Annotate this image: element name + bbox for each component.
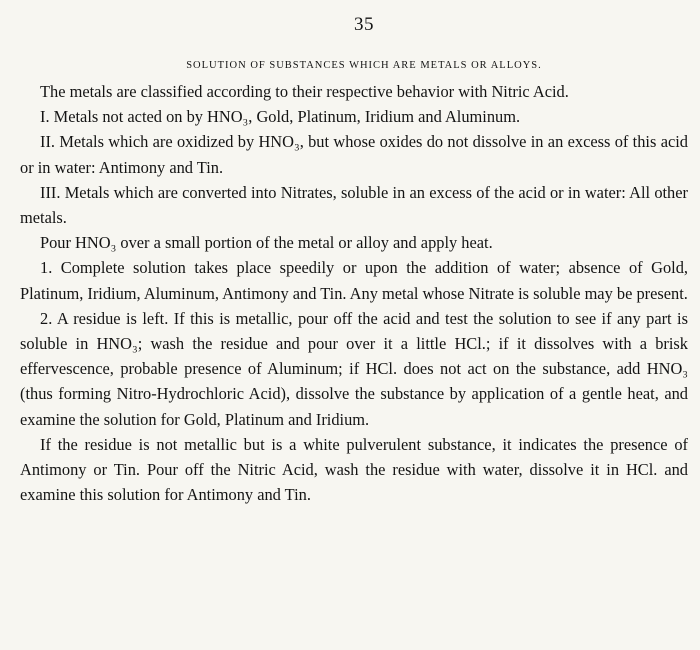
paragraph-case-1: 1. Complete solution takes place speedily or upon the addition of water; absence of Gold, Platinum, Iridium, Aluminum, Antimony and Tin. Any metal whose Nitrate is soluble may be present. [20, 258, 688, 303]
page-number: 35 [354, 14, 374, 35]
paragraph-intro: The metals are classified according to their respective behavior with Nitric Acid. [40, 82, 569, 101]
section-heading: SOLUTION OF SUBSTANCES WHICH ARE METALS OR ALLOYS. [186, 60, 542, 71]
paragraph-class-iii: III. Metals which are converted into Nitrates, soluble in an excess of the acid or in water: All other metals. [20, 182, 688, 228]
paragraph-case-2: 2. A residue is left. If this is metallic, pour off the acid and test the solution to see if any part is soluble in HNO₃; wash the residue and pour over it a little HCl.; if it dissolves with a brisk effervescence, probable presence of Aluminum; if HCl. does not act on the substance, add HNO₃ (thus forming Nitro-Hydrochloric Acid), dissolve the substance by application of a gentle heat, and examine the solution for Gold, Platinum and Iridium. [20, 308, 688, 429]
paragraph-class-ii: II. Metals which are oxidized by HNO₃, but whose oxides do not dissolve in an excess of this acid or in water: Antimony and Tin. [20, 132, 688, 177]
paragraph-nonmetallic-residue: If the residue is not metallic but is a white pulverulent substance, it indicates the presence of Antimony or Tin. Pour off the Nitric Acid, wash the residue with water, dissolve it in HCl. and examine this solution for Antimony and Tin. [20, 434, 688, 505]
paragraph-procedure: Pour HNO₃ over a small portion of the metal or alloy and apply heat. [40, 233, 493, 253]
paragraph-class-i: I. Metals not acted on by HNO₃, Gold, Platinum, Iridium and Aluminum. [40, 107, 521, 127]
